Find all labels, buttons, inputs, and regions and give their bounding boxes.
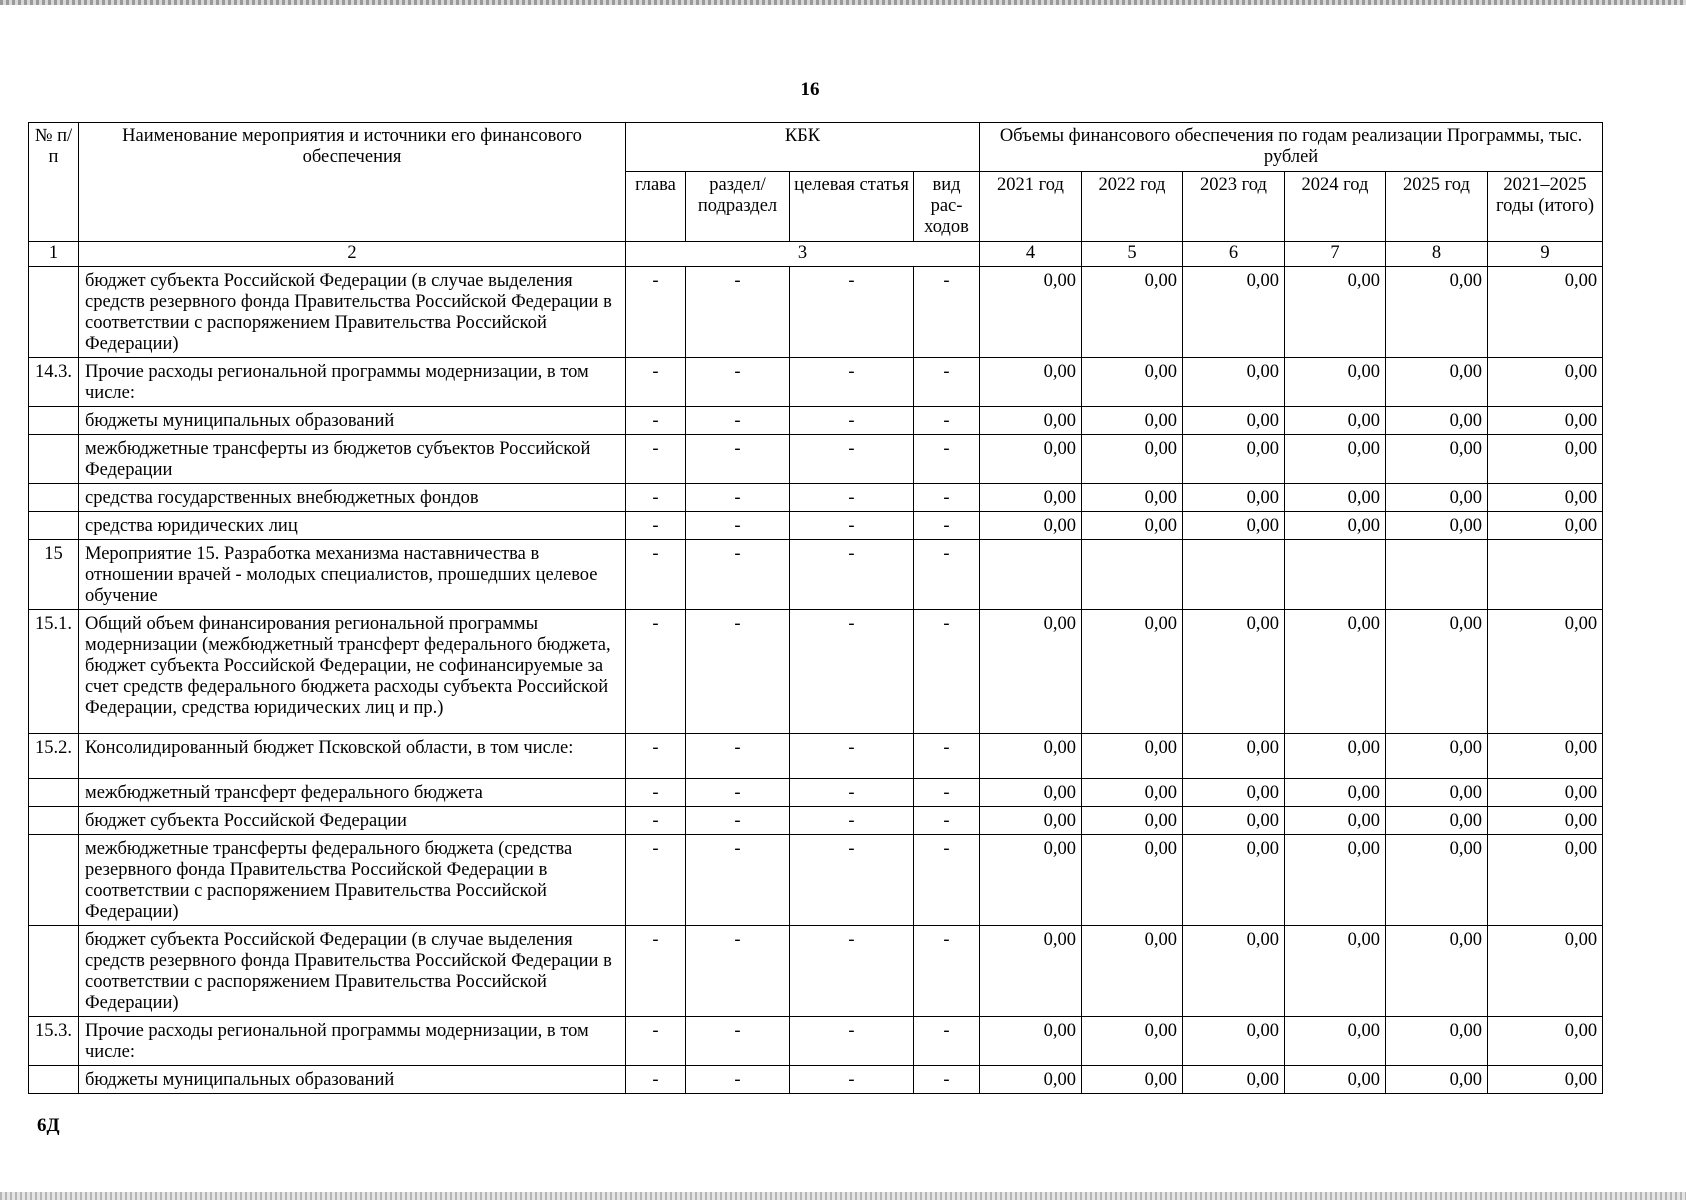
row-name: бюджеты муниципальных образований (79, 407, 626, 435)
kbk-vid-cell: - (914, 512, 980, 540)
kbk-razdel-cell: - (686, 835, 790, 926)
table-row (29, 484, 1603, 512)
kbk-glava-cell: - (626, 540, 686, 610)
scan-edge-top (0, 0, 1686, 5)
kbk-glava-cell: - (626, 807, 686, 835)
value-cell: 0,00 (980, 926, 1082, 1017)
value-cell: 0,00 (1488, 484, 1603, 512)
page-number: 16 (800, 79, 820, 100)
kbk-vid-cell: - (914, 807, 980, 835)
value-cell: 0,00 (1183, 835, 1285, 926)
kbk-glava-cell: - (626, 358, 686, 407)
value-cell: 0,00 (1386, 779, 1488, 807)
row-number (29, 835, 79, 926)
kbk-razdel-cell: - (686, 267, 790, 358)
index-cell: 8 (1386, 242, 1488, 267)
value-cell: 0,00 (1488, 1017, 1603, 1066)
row-number (29, 267, 79, 358)
value-cell: 0,00 (1183, 435, 1285, 484)
kbk-statya-cell: - (790, 1017, 914, 1066)
kbk-statya-cell: - (790, 358, 914, 407)
kbk-vid-cell: - (914, 407, 980, 435)
value-cell: 0,00 (1285, 807, 1386, 835)
value-cell: 0,00 (1082, 807, 1183, 835)
kbk-statya-cell: - (790, 926, 914, 1017)
value-cell: 0,00 (1082, 835, 1183, 926)
value-cell: 0,00 (1183, 926, 1285, 1017)
header-kbk-glava: глава (626, 172, 686, 242)
value-cell (1183, 540, 1285, 610)
table-row (29, 1017, 1603, 1066)
row-number: 14.3. (29, 358, 79, 407)
row-name: средства юридических лиц (79, 512, 626, 540)
index-cell: 1 (29, 242, 79, 267)
value-cell: 0,00 (980, 1017, 1082, 1066)
row-name: Мероприятие 15. Разработка механизма наставничества в отношении врачей - молодых специалистов, прошедших целевое обучение (79, 540, 626, 610)
index-cell: 3 (626, 242, 980, 267)
footer-code: 6Д (37, 1115, 60, 1136)
value-cell: 0,00 (1386, 484, 1488, 512)
kbk-glava-cell: - (626, 484, 686, 512)
value-cell: 0,00 (1488, 407, 1603, 435)
row-name: межбюджетные трансферты федерального бюджета (средства резервного фонда Правительства Российской Федерации в соответствии с распоряжением Правительства Российской Федерации) (79, 835, 626, 926)
kbk-statya-cell: - (790, 407, 914, 435)
value-cell: 0,00 (1285, 835, 1386, 926)
header-year-2024: 2024 год (1285, 172, 1386, 242)
kbk-glava-cell: - (626, 1066, 686, 1094)
row-number (29, 1066, 79, 1094)
value-cell: 0,00 (1183, 358, 1285, 407)
value-cell: 0,00 (1082, 610, 1183, 734)
value-cell: 0,00 (1488, 610, 1603, 734)
kbk-vid-cell: - (914, 835, 980, 926)
value-cell: 0,00 (1183, 512, 1285, 540)
value-cell: 0,00 (1386, 1066, 1488, 1094)
header-name: Наименование мероприятия и источники его финансового обеспечения (79, 123, 626, 242)
table-row (29, 358, 1603, 407)
value-cell: 0,00 (1183, 734, 1285, 779)
row-number (29, 407, 79, 435)
kbk-statya-cell: - (790, 435, 914, 484)
value-cell: 0,00 (1183, 267, 1285, 358)
value-cell: 0,00 (980, 1066, 1082, 1094)
header-kbk-statya: целевая статья (790, 172, 914, 242)
kbk-glava-cell: - (626, 835, 686, 926)
kbk-razdel-cell: - (686, 779, 790, 807)
value-cell: 0,00 (980, 734, 1082, 779)
value-cell: 0,00 (1386, 407, 1488, 435)
value-cell: 0,00 (1082, 926, 1183, 1017)
kbk-statya-cell: - (790, 540, 914, 610)
kbk-glava-cell: - (626, 1017, 686, 1066)
row-name: бюджет субъекта Российской Федерации (79, 807, 626, 835)
value-cell: 0,00 (1386, 267, 1488, 358)
kbk-statya-cell: - (790, 734, 914, 779)
kbk-glava-cell: - (626, 926, 686, 1017)
value-cell: 0,00 (1386, 1017, 1488, 1066)
kbk-razdel-cell: - (686, 807, 790, 835)
kbk-statya-cell: - (790, 779, 914, 807)
kbk-razdel-cell: - (686, 1017, 790, 1066)
kbk-razdel-cell: - (686, 926, 790, 1017)
header-year-2021: 2021 год (980, 172, 1082, 242)
row-name: межбюджетный трансферт федерального бюджета (79, 779, 626, 807)
row-name: Прочие расходы региональной программы модернизации, в том числе: (79, 358, 626, 407)
kbk-vid-cell: - (914, 734, 980, 779)
value-cell: 0,00 (980, 807, 1082, 835)
header-year-2025: 2025 год (1386, 172, 1488, 242)
row-number (29, 779, 79, 807)
value-cell (1386, 540, 1488, 610)
table-row (29, 407, 1603, 435)
table-row (29, 1066, 1603, 1094)
value-cell: 0,00 (1386, 807, 1488, 835)
value-cell: 0,00 (980, 512, 1082, 540)
row-name: средства государственных внебюджетных фондов (79, 484, 626, 512)
kbk-glava-cell: - (626, 267, 686, 358)
kbk-razdel-cell: - (686, 734, 790, 779)
value-cell: 0,00 (1386, 734, 1488, 779)
value-cell: 0,00 (1183, 779, 1285, 807)
value-cell: 0,00 (1488, 512, 1603, 540)
kbk-statya-cell: - (790, 610, 914, 734)
row-number: 15.2. (29, 734, 79, 779)
kbk-statya-cell: - (790, 1066, 914, 1094)
table-row (29, 779, 1603, 807)
row-number (29, 926, 79, 1017)
value-cell: 0,00 (1285, 484, 1386, 512)
kbk-vid-cell: - (914, 779, 980, 807)
value-cell (1082, 540, 1183, 610)
value-cell: 0,00 (1082, 407, 1183, 435)
header-number: № п/п (29, 123, 79, 242)
row-number (29, 484, 79, 512)
value-cell: 0,00 (980, 358, 1082, 407)
value-cell: 0,00 (1285, 407, 1386, 435)
value-cell: 0,00 (1488, 926, 1603, 1017)
table-row (29, 610, 1603, 734)
header-kbk-vid: вид рас- ходов (914, 172, 980, 242)
kbk-statya-cell: - (790, 807, 914, 835)
value-cell: 0,00 (1082, 1017, 1183, 1066)
table-header (29, 123, 1603, 267)
financing-table (28, 122, 1603, 1094)
value-cell: 0,00 (1183, 807, 1285, 835)
value-cell: 0,00 (1082, 512, 1183, 540)
kbk-vid-cell: - (914, 540, 980, 610)
index-cell: 2 (79, 242, 626, 267)
value-cell: 0,00 (980, 267, 1082, 358)
value-cell (980, 540, 1082, 610)
value-cell: 0,00 (1386, 835, 1488, 926)
row-number (29, 807, 79, 835)
value-cell: 0,00 (1488, 835, 1603, 926)
table-row (29, 926, 1603, 1017)
value-cell: 0,00 (1386, 926, 1488, 1017)
value-cell: 0,00 (1183, 610, 1285, 734)
kbk-vid-cell: - (914, 267, 980, 358)
value-cell: 0,00 (980, 610, 1082, 734)
kbk-razdel-cell: - (686, 435, 790, 484)
header-kbk-razdel: раздел/ подраздел (686, 172, 790, 242)
value-cell: 0,00 (1488, 1066, 1603, 1094)
kbk-glava-cell: - (626, 779, 686, 807)
table-row (29, 540, 1603, 610)
header-kbk: КБК (626, 123, 980, 172)
row-number (29, 512, 79, 540)
header-year-2023: 2023 год (1183, 172, 1285, 242)
row-name: бюджет субъекта Российской Федерации (в случае выделения средств резервного фонда Правительства Российской Федерации в соответствии с распоряжением Правительства Российской Федерации) (79, 267, 626, 358)
value-cell: 0,00 (1285, 435, 1386, 484)
index-row (29, 242, 1603, 267)
kbk-razdel-cell: - (686, 610, 790, 734)
index-cell: 7 (1285, 242, 1386, 267)
value-cell: 0,00 (980, 835, 1082, 926)
table-row (29, 512, 1603, 540)
value-cell: 0,00 (1082, 267, 1183, 358)
kbk-statya-cell: - (790, 267, 914, 358)
index-cell: 4 (980, 242, 1082, 267)
value-cell: 0,00 (1488, 435, 1603, 484)
row-name: бюджет субъекта Российской Федерации (в случае выделения средств резервного фонда Правительства Российской Федерации в соответствии с распоряжением Правительства Российской Федерации) (79, 926, 626, 1017)
value-cell: 0,00 (1488, 779, 1603, 807)
value-cell: 0,00 (1386, 435, 1488, 484)
row-name: бюджеты муниципальных образований (79, 1066, 626, 1094)
value-cell: 0,00 (1386, 512, 1488, 540)
value-cell: 0,00 (1285, 779, 1386, 807)
kbk-razdel-cell: - (686, 512, 790, 540)
header-year-2022: 2022 год (1082, 172, 1183, 242)
value-cell: 0,00 (1488, 734, 1603, 779)
value-cell: 0,00 (1488, 807, 1603, 835)
index-cell: 9 (1488, 242, 1603, 267)
kbk-razdel-cell: - (686, 540, 790, 610)
header-volumes: Объемы финансового обеспечения по годам реализации Программы, тыс. рублей (980, 123, 1603, 172)
row-name: межбюджетные трансферты из бюджетов субъектов Российской Федерации (79, 435, 626, 484)
kbk-razdel-cell: - (686, 484, 790, 512)
value-cell: 0,00 (1285, 610, 1386, 734)
value-cell: 0,00 (980, 435, 1082, 484)
kbk-glava-cell: - (626, 435, 686, 484)
table-row (29, 435, 1603, 484)
header-total: 2021–2025 годы (итого) (1488, 172, 1603, 242)
scan-edge-bottom (0, 1192, 1686, 1200)
value-cell: 0,00 (1183, 484, 1285, 512)
value-cell (1488, 540, 1603, 610)
value-cell: 0,00 (1183, 1066, 1285, 1094)
row-name: Консолидированный бюджет Псковской области, в том числе: (79, 734, 626, 779)
row-name: Общий объем финансирования региональной программы модернизации (межбюджетный трансферт федерального бюджета, бюджет субъекта Российской Федерации, не софинансируемые за счет средств федерального бюджета расходы субъекта Российской Федерации, средства юридических лиц и пр.) (79, 610, 626, 734)
value-cell: 0,00 (1386, 610, 1488, 734)
kbk-glava-cell: - (626, 407, 686, 435)
value-cell: 0,00 (1285, 1066, 1386, 1094)
table-row (29, 734, 1603, 779)
kbk-statya-cell: - (790, 835, 914, 926)
table-body (29, 267, 1603, 1094)
value-cell: 0,00 (1285, 734, 1386, 779)
table-row (29, 807, 1603, 835)
value-cell: 0,00 (980, 407, 1082, 435)
row-number (29, 435, 79, 484)
value-cell: 0,00 (1183, 407, 1285, 435)
value-cell: 0,00 (1082, 435, 1183, 484)
value-cell: 0,00 (1082, 484, 1183, 512)
kbk-glava-cell: - (626, 512, 686, 540)
kbk-statya-cell: - (790, 484, 914, 512)
value-cell: 0,00 (1285, 267, 1386, 358)
value-cell: 0,00 (1082, 779, 1183, 807)
kbk-razdel-cell: - (686, 1066, 790, 1094)
kbk-razdel-cell: - (686, 407, 790, 435)
value-cell: 0,00 (1488, 267, 1603, 358)
value-cell (1285, 540, 1386, 610)
kbk-vid-cell: - (914, 1066, 980, 1094)
kbk-vid-cell: - (914, 610, 980, 734)
value-cell: 0,00 (1183, 1017, 1285, 1066)
table-row (29, 835, 1603, 926)
value-cell: 0,00 (1285, 358, 1386, 407)
kbk-vid-cell: - (914, 358, 980, 407)
value-cell: 0,00 (1082, 734, 1183, 779)
kbk-glava-cell: - (626, 610, 686, 734)
value-cell: 0,00 (980, 484, 1082, 512)
value-cell: 0,00 (1082, 358, 1183, 407)
row-number: 15 (29, 540, 79, 610)
value-cell: 0,00 (1285, 512, 1386, 540)
kbk-glava-cell: - (626, 734, 686, 779)
kbk-vid-cell: - (914, 435, 980, 484)
value-cell: 0,00 (1386, 358, 1488, 407)
index-cell: 6 (1183, 242, 1285, 267)
kbk-vid-cell: - (914, 484, 980, 512)
index-cell: 5 (1082, 242, 1183, 267)
kbk-statya-cell: - (790, 512, 914, 540)
row-number: 15.1. (29, 610, 79, 734)
row-number: 15.3. (29, 1017, 79, 1066)
value-cell: 0,00 (1488, 358, 1603, 407)
value-cell: 0,00 (1082, 1066, 1183, 1094)
value-cell: 0,00 (1285, 1017, 1386, 1066)
kbk-vid-cell: - (914, 926, 980, 1017)
kbk-vid-cell: - (914, 1017, 980, 1066)
row-name: Прочие расходы региональной программы модернизации, в том числе: (79, 1017, 626, 1066)
table-row (29, 267, 1603, 358)
value-cell: 0,00 (980, 779, 1082, 807)
value-cell: 0,00 (1285, 926, 1386, 1017)
kbk-razdel-cell: - (686, 358, 790, 407)
